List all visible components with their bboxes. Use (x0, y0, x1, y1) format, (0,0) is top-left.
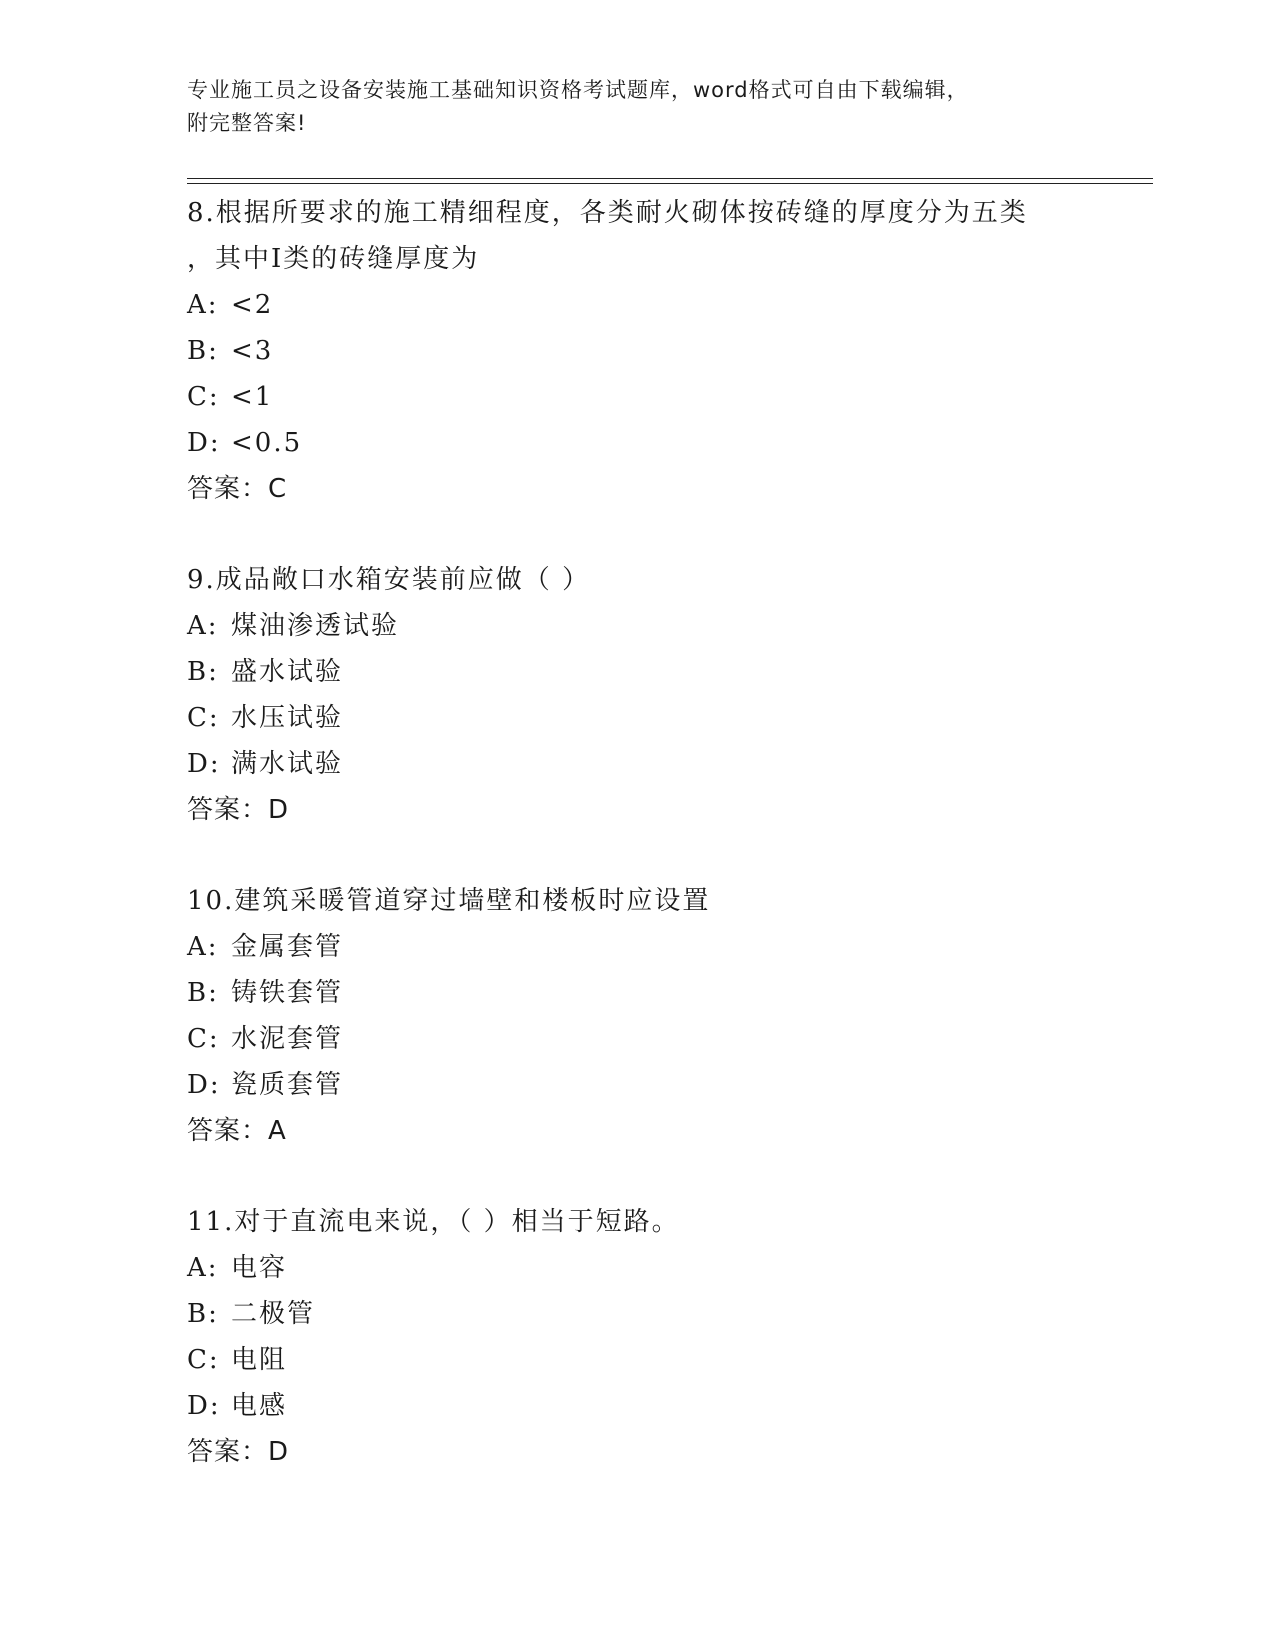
question-stem (187, 1199, 1087, 1245)
option-d (187, 420, 1087, 466)
option-text: 盛水试验 (231, 657, 344, 687)
option-key: D: (187, 749, 221, 779)
option-text: <3 (231, 336, 274, 366)
question-stem (187, 557, 1087, 603)
question-stem-line-1: 8.根据所要求的施工精细程度，各类耐火砌体按砖缝的厚度分为五类 (187, 198, 1028, 228)
option-key: A: (187, 932, 219, 962)
option-key: A: (187, 611, 219, 641)
option-text: <0.5 (231, 428, 303, 458)
option-text: 电容 (231, 1253, 288, 1283)
header-divider-bottom (187, 183, 1153, 184)
option-key: D: (187, 428, 221, 458)
option-text: <1 (231, 382, 274, 412)
question-11 (187, 1199, 1087, 1475)
question-list (187, 190, 1087, 1520)
header-line-2: 附完整答案! (187, 111, 307, 135)
question-stem-line-1: 10.建筑采暖管道穿过墙壁和楼板时应设置 (187, 886, 711, 916)
option-key: D: (187, 1391, 221, 1421)
option-key: B: (187, 336, 219, 366)
option-d (187, 1383, 1087, 1429)
option-d (187, 741, 1087, 787)
option-key: A: (187, 1253, 219, 1283)
option-key: B: (187, 657, 219, 687)
option-b (187, 649, 1087, 695)
option-key: C: (187, 1024, 220, 1054)
option-key: D: (187, 1070, 221, 1100)
question-stem-line-1: 11.对于直流电来说，（ ）相当于短路。 (187, 1207, 680, 1237)
question-9 (187, 557, 1087, 833)
option-key: A: (187, 290, 219, 320)
option-a (187, 1245, 1087, 1291)
option-key: C: (187, 703, 220, 733)
option-c (187, 1337, 1087, 1383)
option-key: C: (187, 382, 220, 412)
option-text: 满水试验 (231, 749, 344, 779)
option-c (187, 374, 1087, 420)
option-text: 电感 (231, 1391, 288, 1421)
answer-line: 答案：D (187, 1437, 290, 1467)
option-a (187, 282, 1087, 328)
header-divider-top (187, 178, 1153, 179)
header-line-1: 专业施工员之设备安装施工基础知识资格考试题库，word格式可自由下载编辑， (187, 78, 969, 102)
answer-line: 答案：A (187, 1116, 287, 1146)
option-text: 铸铁套管 (231, 978, 344, 1008)
document-header (187, 74, 1087, 140)
option-text: 水泥套管 (231, 1024, 344, 1054)
option-text: 金属套管 (231, 932, 344, 962)
option-a (187, 603, 1087, 649)
answer-line: 答案：D (187, 795, 290, 825)
option-d (187, 1062, 1087, 1108)
option-key: B: (187, 978, 219, 1008)
option-c (187, 1016, 1087, 1062)
question-stem-line-2: ，其中Ⅰ类的砖缝厚度为 (187, 244, 480, 274)
option-key: C: (187, 1345, 220, 1375)
option-text: <2 (231, 290, 274, 320)
option-text: 二极管 (231, 1299, 316, 1329)
option-text: 瓷质套管 (231, 1070, 344, 1100)
option-text: 煤油渗透试验 (231, 611, 400, 641)
option-text: 水压试验 (231, 703, 344, 733)
option-b (187, 970, 1087, 1016)
option-b (187, 1291, 1087, 1337)
question-8 (187, 190, 1087, 512)
question-stem (187, 190, 1087, 282)
question-stem-line-1: 9.成品敞口水箱安装前应做（ ） (187, 565, 591, 595)
question-stem (187, 878, 1087, 924)
option-key: B: (187, 1299, 219, 1329)
option-b (187, 328, 1087, 374)
question-10 (187, 878, 1087, 1154)
option-c (187, 695, 1087, 741)
option-text: 电阻 (231, 1345, 288, 1375)
option-a (187, 924, 1087, 970)
answer-line: 答案：C (187, 474, 288, 504)
